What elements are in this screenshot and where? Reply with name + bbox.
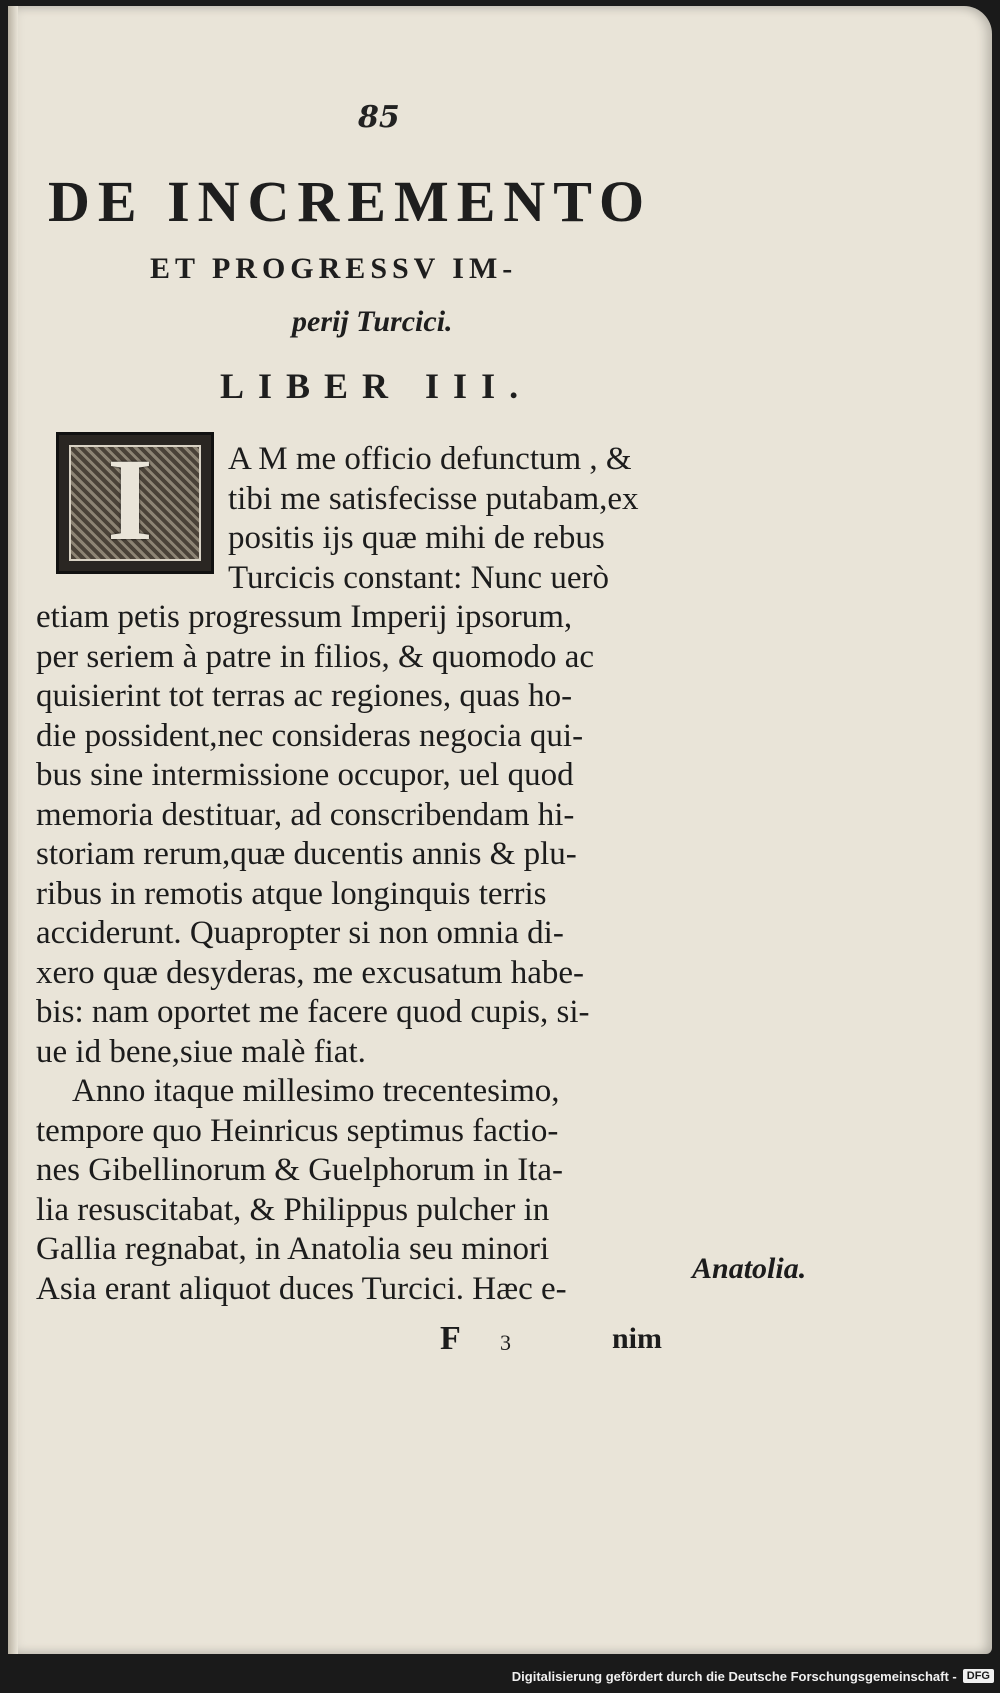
book-label: LIBER III. [220, 366, 533, 406]
text-line: quisierint tot terras ac regiones, quas ho- [36, 678, 573, 714]
text-line: bus sine intermissione occupor, uel quod [36, 757, 574, 793]
title-line-2: ET PROGRESSV IM- [150, 252, 518, 285]
text-line: Asia erant aliquot duces Turcici. Hæc e- [36, 1270, 567, 1307]
title-line-1: DE INCREMENTO [48, 169, 653, 234]
text-line: ue id bene,siue malè fiat. [36, 1033, 366, 1070]
text-line: tibi me satisfecisse putabam,ex [228, 480, 639, 517]
initial-letter: I [107, 434, 153, 565]
text-line: die possident,nec consideras negocia qui- [36, 717, 584, 754]
margin-note: Anatolia. [692, 1252, 807, 1285]
text-line: tempore quo Heinricus septimus factio- [36, 1112, 559, 1149]
title-line-3: perij Turcici. [292, 305, 453, 338]
text-line: xero quæ desyderas, me excusatum habe- [36, 954, 584, 991]
text-line: per seriem à patre in filios, & quomodo ac [36, 638, 595, 675]
page-gutter-shadow [8, 6, 18, 1654]
catchword: nim [612, 1322, 663, 1355]
text-line: ribus in remotis atque longinquis terris [36, 875, 547, 912]
text-line: A M me officio defunctum , & [228, 441, 632, 477]
page-number: 85 [358, 100, 400, 135]
text-line: acciderunt. Quapropter si non omnia di- [36, 915, 564, 951]
text-line: memoria destituar, ad conscribendam hi- [36, 796, 575, 833]
text-line: bis: nam oportet me facere quod cupis, si- [36, 994, 590, 1030]
signature-number: 3 [500, 1330, 511, 1355]
footer-text: Digitalisierung gefördert durch die Deutsche Forschungsgemeinschaft - [511, 1668, 957, 1684]
signature-mark: F [440, 1320, 461, 1357]
digitization-footer [512, 1665, 994, 1687]
text-line: Turcicis constant: Nunc uerò [228, 559, 609, 596]
text-line: lia resuscitabat, & Philippus pulcher in [36, 1191, 550, 1228]
text-line: Gallia regnabat, in Anatolia seu minori [36, 1231, 550, 1267]
text-line: Anno itaque millesimo trecentesimo, [72, 1073, 560, 1109]
dfg-logo: DFG [963, 1669, 994, 1683]
text-line: positis ijs quæ mihi de rebus [228, 520, 605, 556]
body-text [36, 434, 716, 1309]
text-line: nes Gibellinorum & Guelphorum in Ita- [36, 1152, 563, 1188]
text-line: storiam rerum,quæ ducentis annis & plu- [36, 836, 577, 872]
text-line: etiam petis progressum Imperij ipsorum, [36, 599, 573, 635]
